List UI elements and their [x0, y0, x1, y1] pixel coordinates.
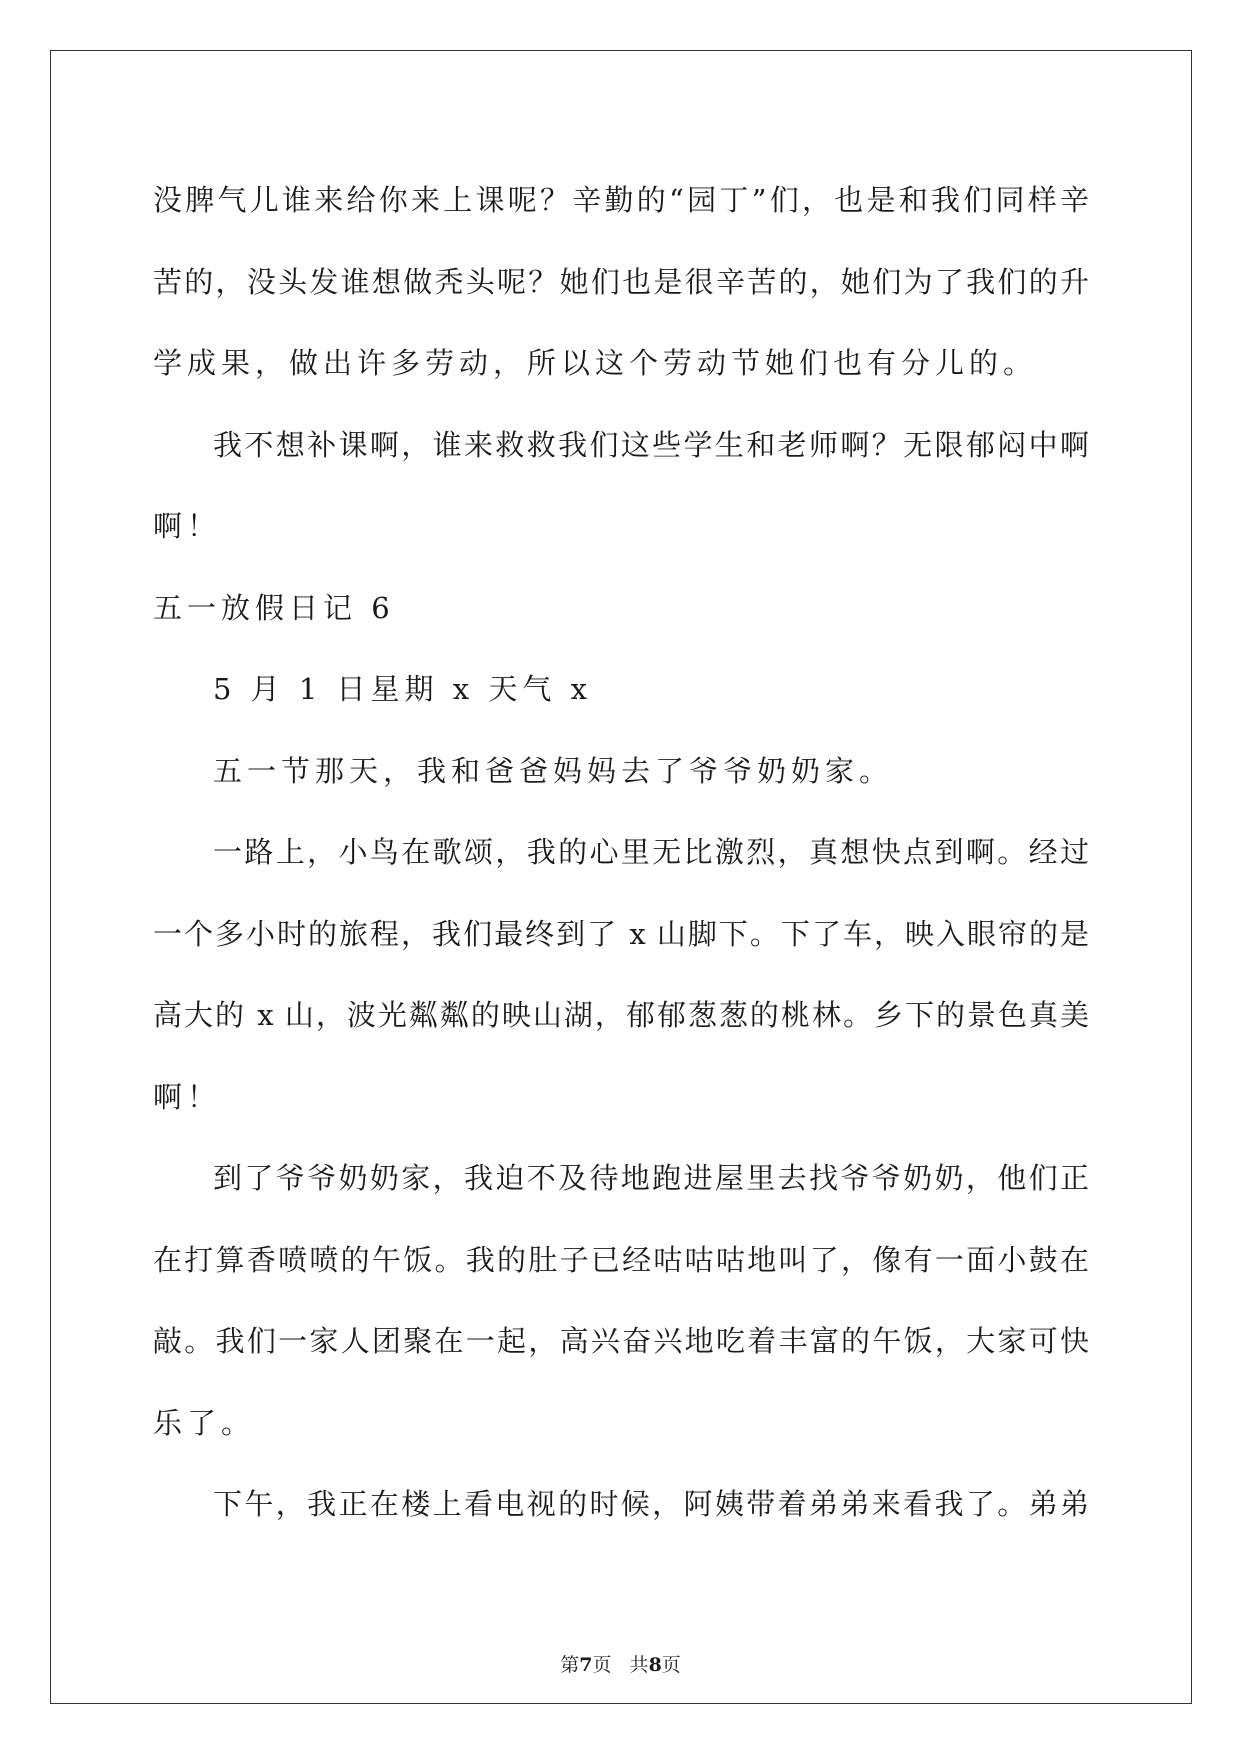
page-middle-text: 页 共 — [592, 1654, 649, 1676]
document-body — [153, 160, 1089, 1546]
text-line: 高大的 x 山，波光粼粼的映山湖，郁郁葱葱的桃林。乡下的景色真美 — [153, 998, 1089, 1032]
text-line: 啊！ — [153, 509, 222, 543]
text-line: 到了爷爷奶奶家，我迫不及待地跑进屋里去找爷爷奶奶，他们正 — [213, 1161, 1089, 1195]
text-line: 在打算香喷喷的午饭。我的肚子已经咕咕咕地叫了，像有一面小鼓在 — [153, 1242, 1089, 1277]
page-total-number: 8 — [648, 1654, 662, 1676]
text-line: 五一节那天，我和爸爸妈妈去了爷爷奶奶家。 — [213, 753, 894, 788]
text-line: 一个多小时的旅程，我们最终到了 x 山脚下。下了车，映入眼帘的是 — [153, 916, 1089, 951]
page-prefix: 第 — [560, 1654, 580, 1676]
text-line: 乐了。 — [153, 1405, 256, 1440]
section-heading: 五一放假日记 6 — [153, 590, 395, 625]
text-line: 学成果，做出许多劳动，所以这个劳动节她们也有分儿的。 — [153, 346, 1038, 380]
page-footer — [0, 1650, 1241, 1677]
text-line: 一路上，小鸟在歌颂，我的心里无比激烈，真想快点到啊。经过 — [213, 835, 1089, 869]
diary-date-line: 5 月 1 日星期 x 天气 x — [213, 672, 592, 706]
text-line: 没脾气儿谁来给你来上课呢？辛勤的“园丁”们，也是和我们同样辛 — [153, 183, 1089, 217]
page-current-number: 7 — [579, 1654, 593, 1676]
text-line: 敲。我们一家人团聚在一起，高兴奋兴地吃着丰富的午饭，大家可快 — [153, 1324, 1089, 1358]
page-suffix: 页 — [661, 1654, 681, 1676]
text-line: 我不想补课啊，谁来救救我们这些学生和老师啊？无限郁闷中啊 — [213, 427, 1089, 462]
text-line: 啊！ — [153, 1079, 222, 1114]
text-line: 苦的，没头发谁想做秃头呢？她们也是很辛苦的，她们为了我们的升 — [153, 264, 1089, 299]
text-line: 下午，我正在楼上看电视的时候，阿姨带着弟弟来看我了。弟弟 — [213, 1487, 1089, 1521]
